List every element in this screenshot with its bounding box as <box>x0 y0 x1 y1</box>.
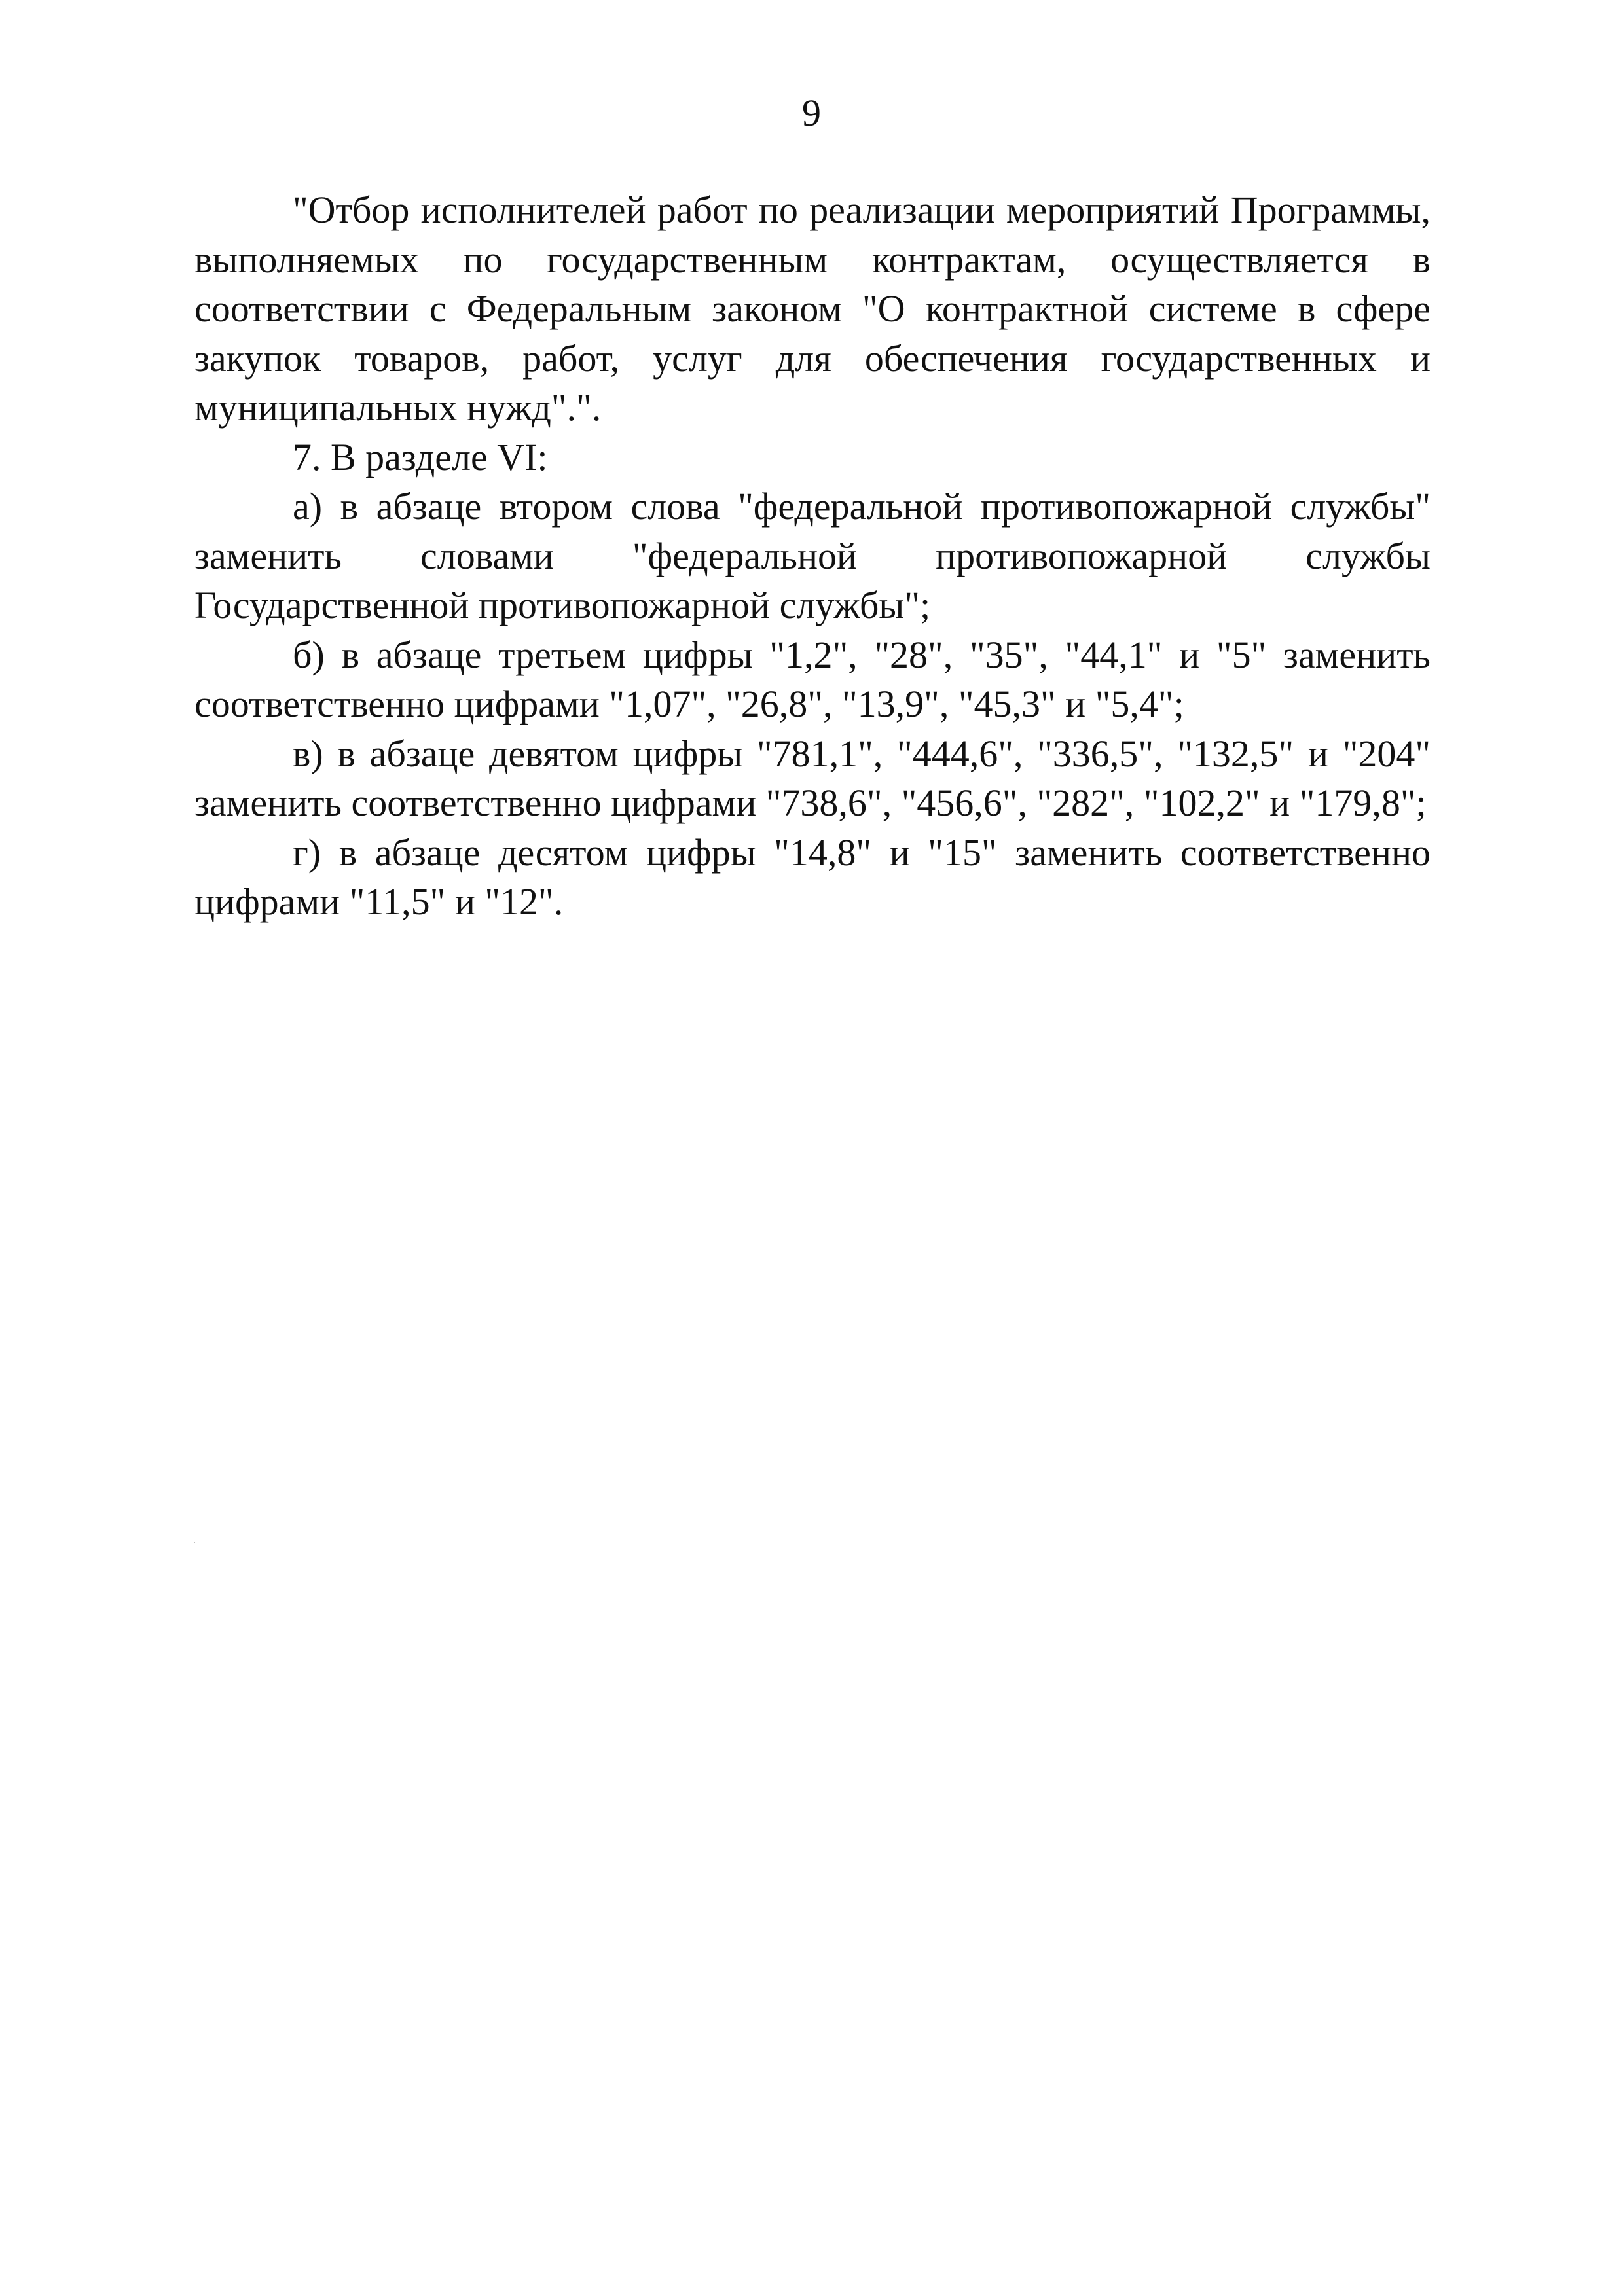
paragraph-section-vi-heading: 7. В разделе VI: <box>293 435 548 478</box>
paragraph-item-g: г) в абзаце десятом цифры "14,8" и "15" заменить соответственно цифрами "11,5" и "12". <box>194 831 1431 923</box>
paragraph-item-v: в) в абзаце девятом цифры "781,1", "444,6", "336,5", "132,5" и "204" заменить соответственно цифрами "738,6", "456,6", "282", "102,2" и "179,8"; <box>194 732 1431 824</box>
paragraph-item-a: а) в абзаце втором слова "федеральной противопожарной службы" заменить словами "федеральной противопожарной службы Государственной противопожарной службы"; <box>194 485 1431 626</box>
paragraph-item-b: б) в абзаце третьем цифры "1,2", "28", "35", "44,1" и "5" заменить соответственно цифрами "1,07", "26,8", "13,9", "45,3" и "5,4"; <box>194 633 1431 725</box>
scan-artifact <box>194 1542 195 1543</box>
document-body <box>194 185 1431 927</box>
page-number: 9 <box>802 92 821 134</box>
paragraph-contractor-selection: "Отбор исполнителей работ по реализации мероприятий Программы, выполняемых по государственным контрактам, осуществляется в соответствии с Федеральным законом "О контрактной системе в сфере закупок товаров, работ, услуг для обеспечения государственных и муниципальных нужд".". <box>194 188 1431 429</box>
